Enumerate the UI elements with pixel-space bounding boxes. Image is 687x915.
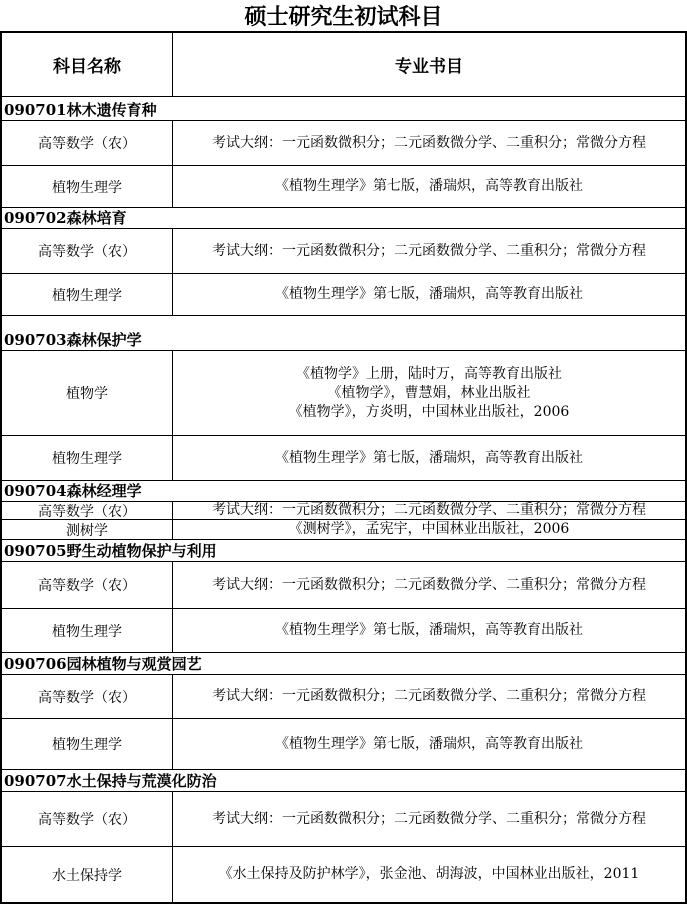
- book-entry: 考试大纲：一元函数微积分；二元函数微分学、二重积分；常微分方程: [212, 134, 646, 151]
- book-entry: 考试大纲：一元函数微积分；二元函数微分学、二重积分；常微分方程: [212, 688, 646, 704]
- book-list-cell: [173, 792, 685, 846]
- header-subject-name: 科目名称: [2, 33, 173, 96]
- section-title: 090706园林植物与观赏园艺: [4, 655, 202, 673]
- book-list-cell: [173, 562, 685, 608]
- book-entry: 《植物生理学》第七版，潘瑞炽，高等教育出版社: [275, 286, 583, 302]
- table-row: [2, 350, 685, 435]
- book-list-cell: [173, 520, 685, 539]
- book-list-cell: [173, 502, 685, 519]
- section-row: [2, 207, 685, 228]
- book-entry: 《植物学》，方炎明，中国林业出版社，2006: [288, 403, 570, 420]
- subject-name-cell: 水土保持学: [2, 847, 173, 902]
- section-row: [2, 96, 685, 120]
- section-title: 090705野生动植物保护与利用: [4, 542, 217, 560]
- book-list-cell: [173, 719, 685, 769]
- table-header-row: [2, 33, 685, 96]
- subject-name-cell: 测树学: [2, 520, 173, 539]
- section-title: 090707水土保持与荒漠化防治: [4, 772, 217, 790]
- book-list-cell: [173, 166, 685, 207]
- subject-name-cell: 高等数学（农）: [2, 792, 173, 846]
- table-row: [2, 165, 685, 207]
- book-list-cell: [173, 436, 685, 480]
- subject-name-cell: 植物学: [2, 351, 173, 435]
- subject-name-cell: 植物生理学: [2, 166, 173, 207]
- table-row: [2, 561, 685, 608]
- book-list-cell: [173, 675, 685, 718]
- subject-name-cell: 高等数学（农）: [2, 502, 173, 519]
- book-entry: 《植物生理学》第七版，潘瑞炽，高等教育出版社: [275, 735, 583, 752]
- book-list-cell: [173, 609, 685, 652]
- table-row: [2, 674, 685, 718]
- book-entry: 《测树学》，孟宪宇，中国林业出版社，2006: [288, 521, 570, 537]
- header-book-list: 专业书目: [395, 57, 463, 77]
- section-title: 090701林木遗传育种: [4, 101, 157, 119]
- book-entry: 《水土保持及防护林学》，张金池、胡海波，中国林业出版社，2011: [218, 866, 640, 882]
- subject-name-cell: 植物生理学: [2, 274, 173, 315]
- table-row: [2, 435, 685, 480]
- subject-name-cell: 高等数学（农）: [2, 229, 173, 273]
- table-row: [2, 501, 685, 519]
- book-list-cell: [173, 229, 685, 273]
- table-row: [2, 228, 685, 273]
- table-row: [2, 608, 685, 652]
- book-entry: 考试大纲：一元函数微积分；二元函数微分学、二重积分；常微分方程: [212, 576, 646, 593]
- subject-name-cell: 植物生理学: [2, 609, 173, 652]
- book-entry: 考试大纲：一元函数微积分；二元函数微分学、二重积分；常微分方程: [212, 810, 646, 827]
- page-title: 硕士研究生初试科目: [244, 4, 443, 30]
- book-entry: 《植物学》上册，陆时万，高等教育出版社: [296, 365, 562, 382]
- table-row: [2, 120, 685, 165]
- book-list-cell: [173, 121, 685, 165]
- book-entry: 《植物生理学》第七版，潘瑞炽，高等教育出版社: [275, 622, 583, 638]
- subject-name-cell: 植物生理学: [2, 719, 173, 769]
- exam-subjects-table: [0, 31, 687, 904]
- book-list-cell: [173, 847, 685, 902]
- book-entry: 《植物生理学》第七版，潘瑞炽，高等教育出版社: [275, 178, 583, 194]
- book-entry: 考试大纲：一元函数微积分；二元函数微分学、二重积分；常微分方程: [212, 502, 646, 518]
- book-entry: 《植物学》，曹慧娟，林业出版社: [327, 384, 531, 401]
- section-row: [2, 769, 685, 791]
- section-title: 090704森林经理学: [4, 482, 142, 500]
- table-row: [2, 846, 685, 902]
- book-entry: 考试大纲：一元函数微积分；二元函数微分学、二重积分；常微分方程: [212, 242, 646, 259]
- section-row: [2, 480, 685, 501]
- section-row: [2, 652, 685, 674]
- section-row: [2, 539, 685, 561]
- book-list-cell: [173, 351, 685, 435]
- table-row: [2, 273, 685, 315]
- subject-name-cell: 高等数学（农）: [2, 562, 173, 608]
- subject-name-cell: 植物生理学: [2, 436, 173, 480]
- book-entry: 《植物生理学》第七版，潘瑞炽，高等教育出版社: [275, 449, 583, 466]
- section-title: 090702森林培育: [4, 209, 127, 227]
- subject-name-cell: 高等数学（农）: [2, 675, 173, 718]
- section-row: [2, 315, 685, 350]
- table-row: [2, 791, 685, 846]
- subject-name-cell: 高等数学（农）: [2, 121, 173, 165]
- table-row: [2, 519, 685, 539]
- book-list-cell: [173, 274, 685, 315]
- table-row: [2, 718, 685, 769]
- section-title: 090703森林保护学: [4, 331, 142, 349]
